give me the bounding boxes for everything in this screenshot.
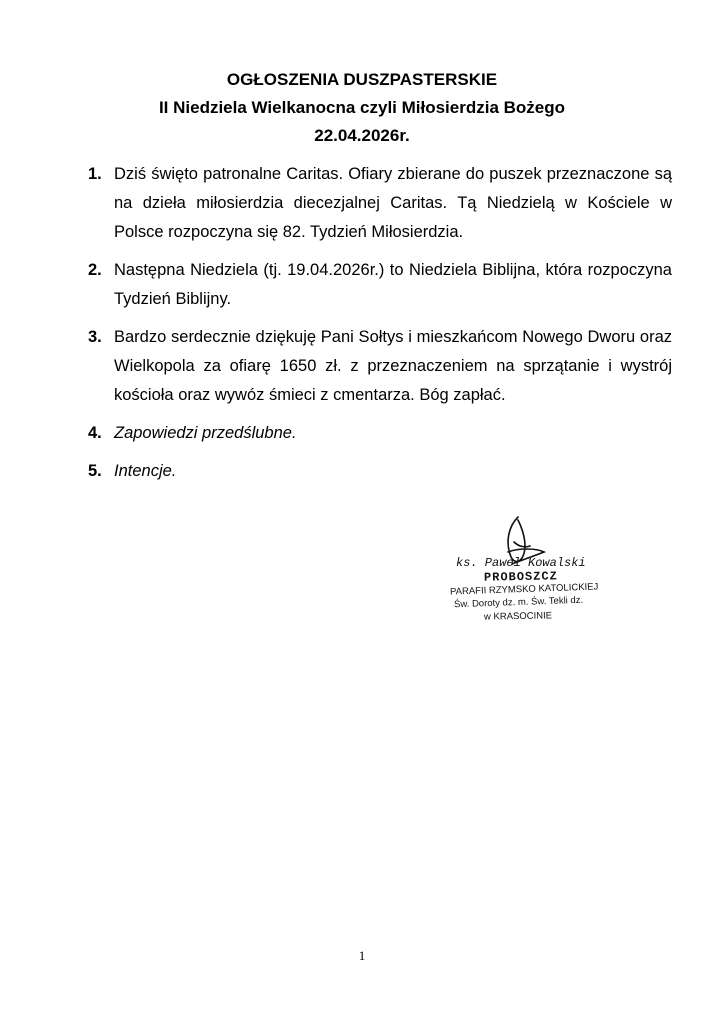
item-number: 5. xyxy=(88,462,102,480)
item-text: Następna Niedziela (tj. 19.04.2026r.) to Niedziela Biblijna, która rozpoczyna Tydzień Biblijny. xyxy=(114,261,672,308)
item-text: Zapowiedzi przedślubne. xyxy=(114,424,297,442)
list-item xyxy=(88,160,672,247)
item-number: 2. xyxy=(88,261,102,279)
document-title: OGŁOSZENIA DUSZPASTERSKIE xyxy=(226,70,498,89)
list-item xyxy=(88,323,672,410)
stamp-parish: PARAFII RZYMSKO KATOLICKIEJ xyxy=(449,581,599,598)
document-date: 22.04.2026r. xyxy=(314,126,410,145)
list-item xyxy=(88,457,672,486)
parish-stamp xyxy=(448,512,608,627)
item-number: 4. xyxy=(88,424,102,442)
page-number: 1 xyxy=(358,948,366,963)
stamp-priest-name: ks. Paweł Kowalski xyxy=(456,556,586,570)
announcement-header xyxy=(0,66,724,150)
stamp-location: w KRASOCINIE xyxy=(483,610,553,623)
stamp-title: PROBOSZCZ xyxy=(483,569,558,585)
announcement-list xyxy=(88,160,672,495)
item-text: Intencje. xyxy=(114,462,177,480)
document-subtitle: II Niedziela Wielkanocna czyli Miłosierdzia Bożego xyxy=(158,98,566,117)
item-number: 1. xyxy=(88,165,102,183)
item-text: Dziś święto patronalne Caritas. Ofiary zbierane do puszek przeznaczone są na dzieła miłosierdzia diecezjalnej Caritas. Tą Niedzielą w Kościele w Polsce rozpoczyna się 82. Tydzień Miłosierdzia. xyxy=(114,165,672,241)
list-item xyxy=(88,256,672,314)
item-number: 3. xyxy=(88,328,102,346)
item-text: Bardzo serdecznie dziękuję Pani Sołtys i mieszkańcom Nowego Dworu oraz Wielkopola za ofiarę 1650 zł. z przeznaczeniem na sprzątanie i wystrój kościoła oraz wywóz śmieci z cmentarza. Bóg zapłać. xyxy=(114,328,672,404)
stamp-patrons: Św. Doroty dz. m. Św. Tekli dz. xyxy=(453,594,584,611)
list-item xyxy=(88,419,672,448)
